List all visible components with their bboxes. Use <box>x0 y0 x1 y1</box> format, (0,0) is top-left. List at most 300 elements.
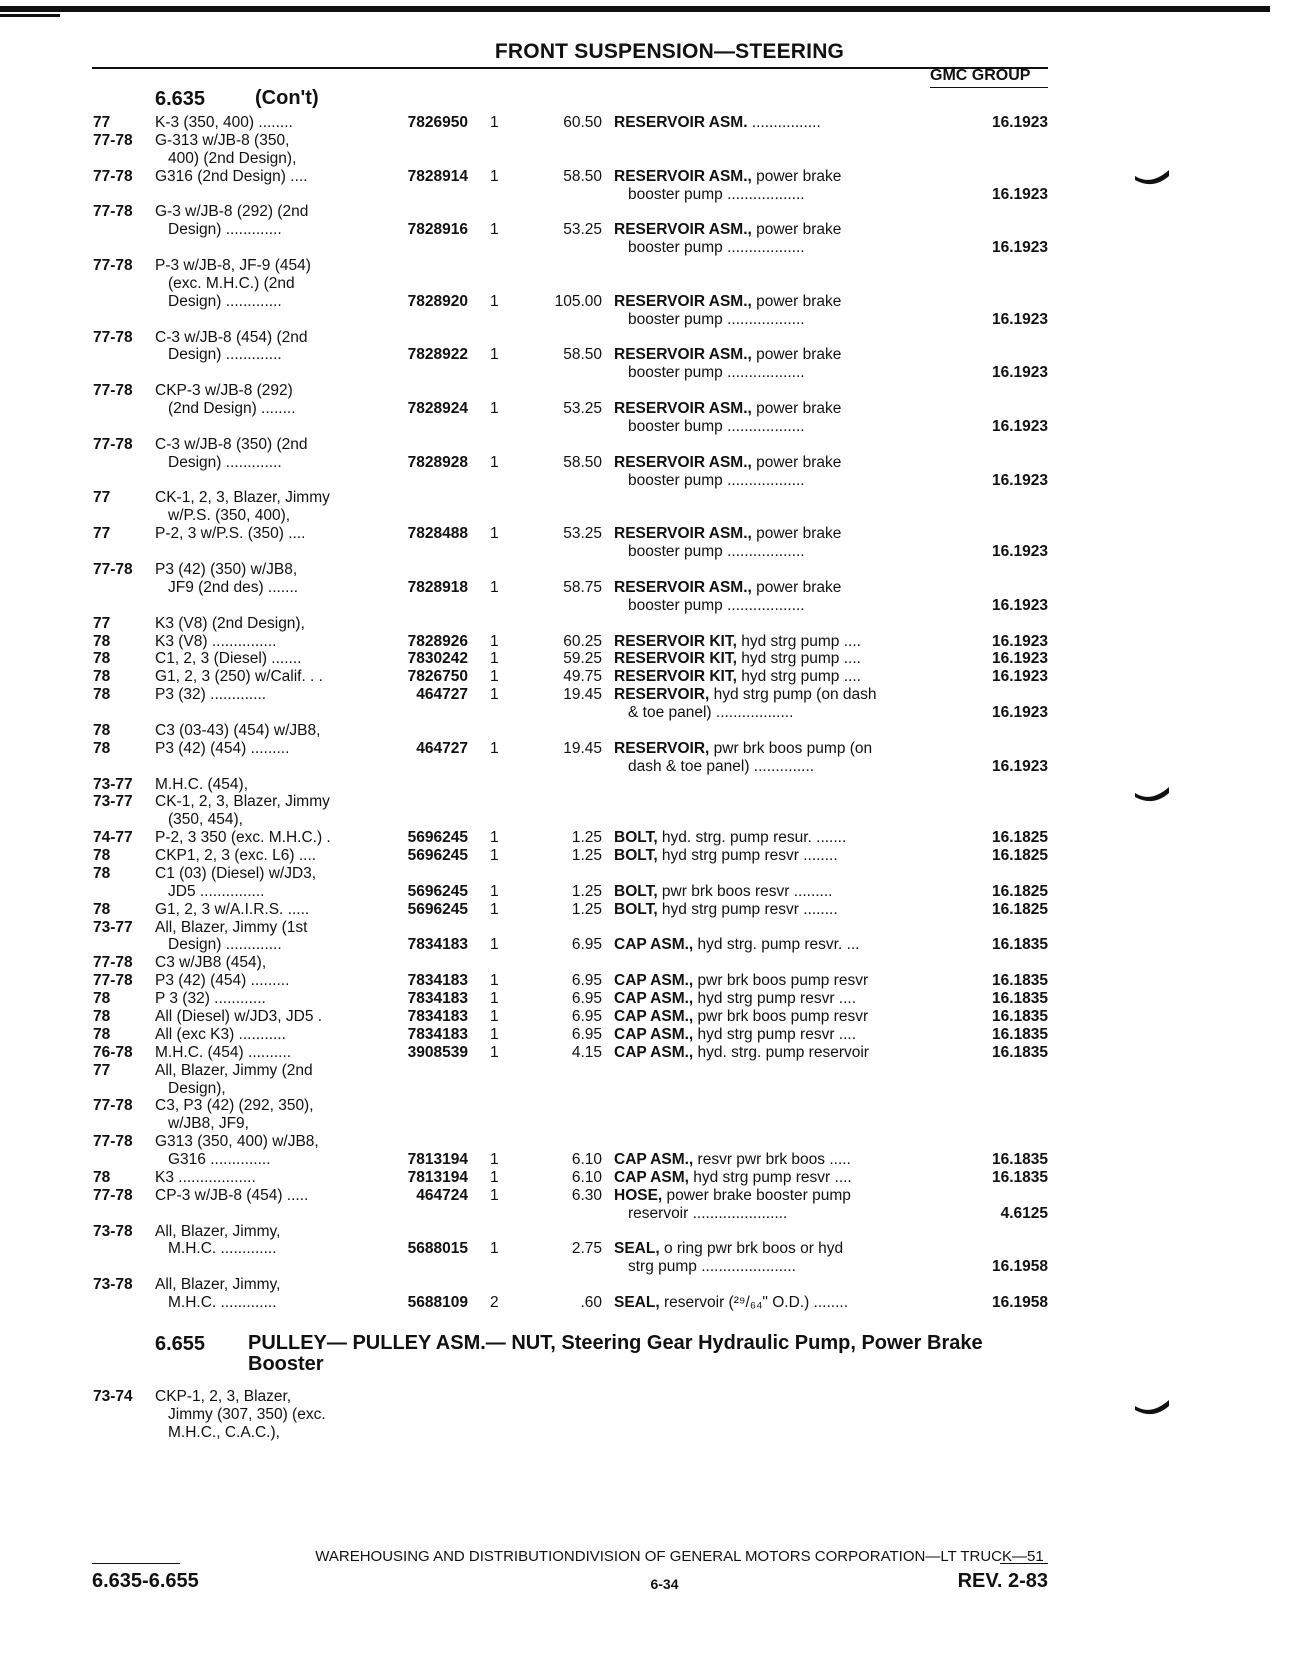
part-number: 5696245 <box>407 829 468 847</box>
description <box>614 1007 939 1026</box>
description-continued: booster pump .................. <box>628 310 805 328</box>
quantity: 1 <box>490 1043 499 1061</box>
description-continued: booster pump .................. <box>628 596 805 614</box>
table-row <box>0 1132 1289 1151</box>
quantity: 1 <box>490 990 499 1008</box>
year-range: 77-78 <box>93 131 133 149</box>
application: K3 (V8) ............... <box>155 632 277 650</box>
description-name: HOSE, <box>614 1186 663 1204</box>
binder-mark <box>1133 1398 1171 1418</box>
description <box>614 453 939 472</box>
quantity: 1 <box>490 900 499 918</box>
table-row <box>0 864 1289 883</box>
year-range: 77-78 <box>93 328 133 346</box>
year-range: 77-78 <box>93 257 133 275</box>
price: 6.95 <box>571 990 602 1008</box>
description-name: CAP ASM., <box>614 990 694 1008</box>
table-row <box>0 345 1289 364</box>
year-range: 77-78 <box>93 167 133 185</box>
part-number: 5696245 <box>407 900 468 918</box>
description-continued: strg pump ...................... <box>628 1258 796 1276</box>
group-code: 16.1835 <box>991 1025 1048 1043</box>
description-text: hyd strg pump resvr .... <box>688 1168 852 1186</box>
top-border <box>0 6 1270 12</box>
group-code: 16.1923 <box>991 704 1048 722</box>
table-row <box>0 560 1289 579</box>
description <box>614 1150 939 1169</box>
group-label: GMC GROUP <box>930 67 1031 84</box>
application: C3, P3 (42) (292, 350), <box>155 1097 314 1115</box>
price: 6.10 <box>571 1151 602 1169</box>
description <box>614 971 939 990</box>
part-number: 7828926 <box>407 632 468 650</box>
table-row <box>0 828 1289 847</box>
price: 58.50 <box>563 167 602 185</box>
price: 1.25 <box>571 847 602 865</box>
table-row <box>0 1096 1289 1115</box>
description-text: power brake <box>751 578 842 596</box>
price: 58.50 <box>563 453 602 471</box>
price: 60.50 <box>563 114 602 131</box>
description <box>614 900 939 919</box>
application: All (exc K3) ........... <box>155 1025 286 1043</box>
price: 6.95 <box>571 936 602 954</box>
group-code: 16.1958 <box>991 1258 1048 1276</box>
price: 49.75 <box>563 668 602 686</box>
application: (exc. M.H.C.) (2nd <box>168 274 295 292</box>
application: C1 (03) (Diesel) w/JD3, <box>155 864 317 882</box>
table-row <box>0 1423 1289 1442</box>
top-border-mark <box>0 14 60 17</box>
description-text: ................ <box>747 114 821 131</box>
year-range: 76-78 <box>93 1043 133 1061</box>
section-6655-heading <box>0 1333 1100 1379</box>
description-text: hyd strg pump resvr .... <box>693 1025 857 1043</box>
group-code: 16.1835 <box>991 1008 1048 1025</box>
description-text: reservoir (²⁹/₆₄" O.D.) ........ <box>659 1294 848 1312</box>
application: C1, 2, 3 (Diesel) ....... <box>155 650 302 668</box>
quantity: 1 <box>490 525 499 543</box>
description-name: SEAL, <box>614 1294 660 1312</box>
description <box>614 292 939 311</box>
description-name: BOLT, <box>614 882 658 900</box>
section-number: 6.655 <box>155 1333 206 1355</box>
group-code: 16.1923 <box>991 757 1048 775</box>
description <box>614 167 939 186</box>
footer-page-number: 6-34 <box>650 1576 679 1592</box>
part-number: 7828920 <box>407 292 468 310</box>
footer-line: WAREHOUSING AND DISTRIBUTIONDIVISION OF GENERAL MOTORS CORPORATION—LT TRUCK—51 <box>315 1548 1044 1565</box>
table-row <box>0 703 1289 722</box>
price: 19.45 <box>563 686 602 704</box>
description-name: BOLT, <box>614 847 658 865</box>
description-name: CAP ASM., <box>614 936 694 954</box>
table-row <box>0 1204 1289 1223</box>
year-range: 78 <box>93 739 111 757</box>
description-text: hyd. strg. pump reservoir <box>693 1043 869 1061</box>
price: 19.45 <box>563 739 602 757</box>
description-text: pwr brk boos pump resvr <box>693 1008 869 1025</box>
section-title: PULLEY— PULLEY ASM.— NUT, Steering Gear Hydraulic Pump, Power Brake Booster <box>248 1332 983 1375</box>
application: Design) ............. <box>168 221 282 239</box>
price: 53.25 <box>563 400 602 418</box>
description-text: pwr brk boos resvr ......... <box>657 882 833 900</box>
table-row <box>0 1025 1289 1044</box>
part-number: 7828916 <box>407 221 468 239</box>
part-number: 3908539 <box>407 1043 468 1061</box>
application: G1, 2, 3 w/A.I.R.S. ..... <box>155 900 310 918</box>
quantity: 1 <box>490 453 499 471</box>
application: CKP-3 w/JB-8 (292) <box>155 382 293 400</box>
description-text: hyd strg pump resvr ........ <box>657 847 838 865</box>
description <box>614 989 939 1008</box>
description-text: hyd strg pump .... <box>736 650 861 668</box>
group-code: 16.1825 <box>991 900 1048 918</box>
application: Jimmy (307, 350) (exc. <box>168 1405 326 1423</box>
description-name: RESERVOIR ASM., <box>614 292 752 310</box>
year-range: 77-78 <box>93 1133 133 1151</box>
table-row <box>0 757 1289 776</box>
year-range: 77-78 <box>93 561 133 578</box>
application: CP-3 w/JB-8 (454) ..... <box>155 1186 309 1204</box>
quantity: 1 <box>490 346 499 364</box>
application: Design) ............. <box>168 346 282 364</box>
application: w/JB8, JF9, <box>168 1115 249 1133</box>
application: All, Blazer, Jimmy (2nd <box>155 1061 313 1079</box>
application: All, Blazer, Jimmy (1st <box>155 918 308 936</box>
part-number: 464727 <box>416 739 468 757</box>
description-text: power brake <box>751 453 842 471</box>
application: G-3 w/JB-8 (292) (2nd <box>155 203 309 221</box>
table-row <box>0 185 1289 204</box>
description-name: CAP ASM., <box>614 1025 694 1043</box>
year-range: 78 <box>93 721 111 739</box>
application: CK-1, 2, 3, Blazer, Jimmy <box>155 793 330 811</box>
description-name: RESERVOIR KIT, <box>614 632 737 650</box>
application: Design) ............. <box>168 292 282 310</box>
description-text: power brake <box>751 346 842 364</box>
group-code: 16.1923 <box>991 632 1048 650</box>
year-range: 77-78 <box>93 435 133 453</box>
table-row <box>0 381 1289 400</box>
part-number: 7826950 <box>407 114 468 131</box>
table-row <box>0 506 1289 525</box>
description-text: o ring pwr brk boos or hyd <box>659 1240 844 1258</box>
description-continued: booster pump .................. <box>628 543 805 561</box>
table-row <box>0 614 1289 633</box>
description-name: BOLT, <box>614 900 658 918</box>
group-code: 16.1923 <box>991 114 1048 131</box>
description-continued: booster pump .................. <box>628 471 805 489</box>
description-name: RESERVOIR, <box>614 739 710 757</box>
part-number: 7828914 <box>407 167 468 185</box>
description <box>614 524 939 543</box>
table-row <box>0 274 1289 293</box>
group-code: 16.1825 <box>991 847 1048 865</box>
table-row <box>0 971 1289 990</box>
part-number: 464727 <box>416 686 468 704</box>
application: G-313 w/JB-8 (350, <box>155 131 290 149</box>
description-name: BOLT, <box>614 829 658 847</box>
description <box>614 1168 939 1187</box>
application: G316 (2nd Design) .... <box>155 167 308 185</box>
price: 4.15 <box>571 1043 602 1061</box>
part-number: 7834183 <box>407 972 468 990</box>
description-continued: booster pump .................. <box>628 239 805 257</box>
table-row <box>0 596 1289 615</box>
part-number: 7828918 <box>407 578 468 596</box>
group-code: 16.1923 <box>991 650 1048 668</box>
table-row <box>0 202 1289 221</box>
description-text: hyd. strg. pump resur. ....... <box>657 829 847 847</box>
description-continued: & toe panel) .................. <box>628 704 794 722</box>
group-code: 16.1835 <box>991 936 1048 954</box>
table-row <box>0 417 1289 436</box>
application: w/P.S. (350, 400), <box>168 507 291 525</box>
price: 58.50 <box>563 346 602 364</box>
table-row <box>0 453 1289 472</box>
year-range: 77 <box>93 525 111 543</box>
description-continued: booster pump .................. <box>628 185 805 203</box>
description <box>614 1043 939 1062</box>
table-row <box>0 363 1289 382</box>
application: P3 (32) ............. <box>155 686 267 704</box>
description-name: RESERVOIR ASM., <box>614 167 752 185</box>
description-name: CAP ASM., <box>614 972 694 990</box>
year-range: 78 <box>93 1168 111 1186</box>
table-row <box>0 238 1289 257</box>
table-row <box>0 1387 1289 1406</box>
description-continued: booster bump .................. <box>628 417 805 435</box>
group-code: 16.1923 <box>991 185 1048 203</box>
year-range: 77-78 <box>93 203 133 221</box>
table-row <box>0 542 1289 561</box>
description-text: power brake <box>751 292 842 310</box>
price: 105.00 <box>554 292 602 310</box>
part-number: 464724 <box>416 1186 468 1204</box>
table-row <box>0 328 1289 347</box>
description-name: CAP ASM., <box>614 1008 694 1025</box>
quantity: 1 <box>490 936 499 954</box>
table-row <box>0 1222 1289 1241</box>
application: (350, 454), <box>168 811 243 829</box>
description-continued: reservoir ...................... <box>628 1204 788 1222</box>
part-number: 5696245 <box>407 882 468 900</box>
description-text: hyd strg pump resvr .... <box>693 990 857 1008</box>
application: P-2, 3 w/P.S. (350) .... <box>155 525 306 543</box>
part-number: 5696245 <box>407 847 468 865</box>
application: G1, 2, 3 (250) w/Calif. . . <box>155 668 323 686</box>
description-text: power brake <box>751 400 842 418</box>
year-range: 78 <box>93 990 111 1008</box>
description-name: RESERVOIR KIT, <box>614 650 737 668</box>
description <box>614 1186 939 1205</box>
table-row <box>0 1043 1289 1062</box>
price: 2.75 <box>571 1240 602 1258</box>
footer-section-range: 6.635-6.655 <box>92 1570 199 1592</box>
part-number: 7834183 <box>407 1008 468 1025</box>
part-number: 7826750 <box>407 668 468 686</box>
quantity: 1 <box>490 1151 499 1169</box>
table-row <box>0 131 1289 150</box>
table-row <box>0 1405 1289 1424</box>
application: CK-1, 2, 3, Blazer, Jimmy <box>155 489 330 507</box>
header-rule <box>92 67 1048 69</box>
quantity: 1 <box>490 1186 499 1204</box>
description <box>614 828 939 847</box>
table-row <box>0 1168 1289 1187</box>
year-range: 73-77 <box>93 793 133 811</box>
application: M.H.C. ............. <box>168 1240 277 1258</box>
year-range: 73-77 <box>93 775 133 793</box>
table-row <box>0 953 1289 972</box>
description <box>614 667 939 686</box>
quantity: 1 <box>490 668 499 686</box>
group-code: 16.1958 <box>991 1294 1048 1312</box>
year-range: 78 <box>93 632 111 650</box>
part-number: 7834183 <box>407 990 468 1008</box>
year-range: 77-78 <box>93 1186 133 1204</box>
table-row <box>0 1150 1289 1169</box>
group-code: 16.1835 <box>991 972 1048 990</box>
price: 53.25 <box>563 525 602 543</box>
table-row <box>0 1007 1289 1026</box>
price: 6.30 <box>571 1186 602 1204</box>
description-name: RESERVOIR ASM., <box>614 453 752 471</box>
section-label: (Con't) <box>255 87 319 109</box>
group-code: 16.1835 <box>991 1043 1048 1061</box>
year-range: 78 <box>93 668 111 686</box>
application: All, Blazer, Jimmy, <box>155 1276 281 1294</box>
part-number: 7813194 <box>407 1151 468 1169</box>
year-range: 78 <box>93 1008 111 1025</box>
table-row <box>0 1061 1289 1080</box>
application: K3 .................. <box>155 1168 256 1186</box>
year-range: 78 <box>93 847 111 865</box>
application: K3 (V8) (2nd Design), <box>155 614 305 632</box>
year-range: 78 <box>93 864 111 882</box>
price: .60 <box>580 1294 602 1312</box>
table-row <box>0 739 1289 758</box>
group-code: 16.1923 <box>991 543 1048 561</box>
year-range: 78 <box>93 686 111 704</box>
quantity: 1 <box>490 400 499 418</box>
description <box>614 113 939 132</box>
description-text: pwr brk boos pump resvr <box>693 972 869 990</box>
table-row <box>0 292 1289 311</box>
price: 6.95 <box>571 1025 602 1043</box>
footer-revision: REV. 2-83 <box>957 1570 1048 1592</box>
description-name: RESERVOIR KIT, <box>614 668 737 686</box>
description-name: RESERVOIR ASM., <box>614 578 752 596</box>
group-code: 16.1835 <box>991 1168 1048 1186</box>
description-text: resvr pwr brk boos ..... <box>693 1151 851 1169</box>
table-row <box>0 721 1289 740</box>
description-name: RESERVOIR ASM., <box>614 525 752 543</box>
table-row <box>0 900 1289 919</box>
application: P3 (42) (454) ......... <box>155 972 290 990</box>
table-row <box>0 667 1289 686</box>
application: JD5 ............... <box>168 882 265 900</box>
application: C3 w/JB8 (454), <box>155 954 267 972</box>
year-range: 77-78 <box>93 1097 133 1115</box>
quantity: 1 <box>490 167 499 185</box>
application: M.H.C., C.A.C.), <box>168 1423 280 1441</box>
price: 6.10 <box>571 1168 602 1186</box>
description <box>614 1293 939 1312</box>
year-range: 77-78 <box>93 382 133 400</box>
table-row <box>0 310 1289 329</box>
description <box>614 739 939 758</box>
year-range: 77-78 <box>93 972 133 990</box>
description-text: pwr brk boos pump (on <box>709 739 873 757</box>
description-name: CAP ASM, <box>614 1168 689 1186</box>
quantity: 1 <box>490 1168 499 1186</box>
application: CKP1, 2, 3 (exc. L6) .... <box>155 847 317 865</box>
quantity: 1 <box>490 847 499 865</box>
quantity: 1 <box>490 686 499 704</box>
quantity: 1 <box>490 972 499 990</box>
description <box>614 882 939 901</box>
price: 1.25 <box>571 829 602 847</box>
table-row <box>0 1079 1289 1098</box>
description-text: power brake <box>751 525 842 543</box>
quantity: 1 <box>490 632 499 650</box>
description-text: hyd strg pump .... <box>736 668 861 686</box>
description <box>614 649 939 668</box>
application: M.H.C. (454) .......... <box>155 1043 292 1061</box>
quantity: 1 <box>490 1008 499 1025</box>
description-text: power brake <box>751 221 842 239</box>
application: Design) ............. <box>168 453 282 471</box>
price: 58.75 <box>563 578 602 596</box>
table-row <box>0 775 1289 794</box>
part-number: 7828922 <box>407 346 468 364</box>
application: P3 (42) (350) w/JB8, <box>155 561 298 578</box>
table-row <box>0 792 1289 811</box>
application: C3 (03-43) (454) w/JB8, <box>155 721 321 739</box>
table-row <box>0 1275 1289 1294</box>
table-row <box>0 1186 1289 1205</box>
group-code: 16.1923 <box>991 364 1048 382</box>
year-range: 73-74 <box>93 1388 133 1405</box>
description <box>614 1239 939 1258</box>
year-range: 78 <box>93 1025 111 1043</box>
quantity: 1 <box>490 882 499 900</box>
table-row <box>0 1114 1289 1133</box>
description <box>614 578 939 597</box>
part-number: 5688109 <box>407 1294 468 1312</box>
part-number: 7834183 <box>407 1025 468 1043</box>
price: 59.25 <box>563 650 602 668</box>
group-code: 4.6125 <box>1000 1204 1048 1222</box>
group-code: 16.1835 <box>991 990 1048 1008</box>
quantity: 2 <box>490 1294 499 1312</box>
description-name: RESERVOIR ASM., <box>614 221 752 239</box>
year-range: 77-78 <box>93 954 133 972</box>
description-name: RESERVOIR ASM., <box>614 346 752 364</box>
table-row <box>0 471 1289 490</box>
table-row <box>0 632 1289 651</box>
year-range: 77 <box>93 114 111 131</box>
application: G313 (350, 400) w/JB8, <box>155 1133 319 1151</box>
description <box>614 632 939 651</box>
application: Design), <box>168 1079 226 1097</box>
application: M.H.C. (454), <box>155 775 249 793</box>
price: 6.95 <box>571 972 602 990</box>
table-row <box>0 918 1289 937</box>
application: JF9 (2nd des) ....... <box>168 578 299 596</box>
